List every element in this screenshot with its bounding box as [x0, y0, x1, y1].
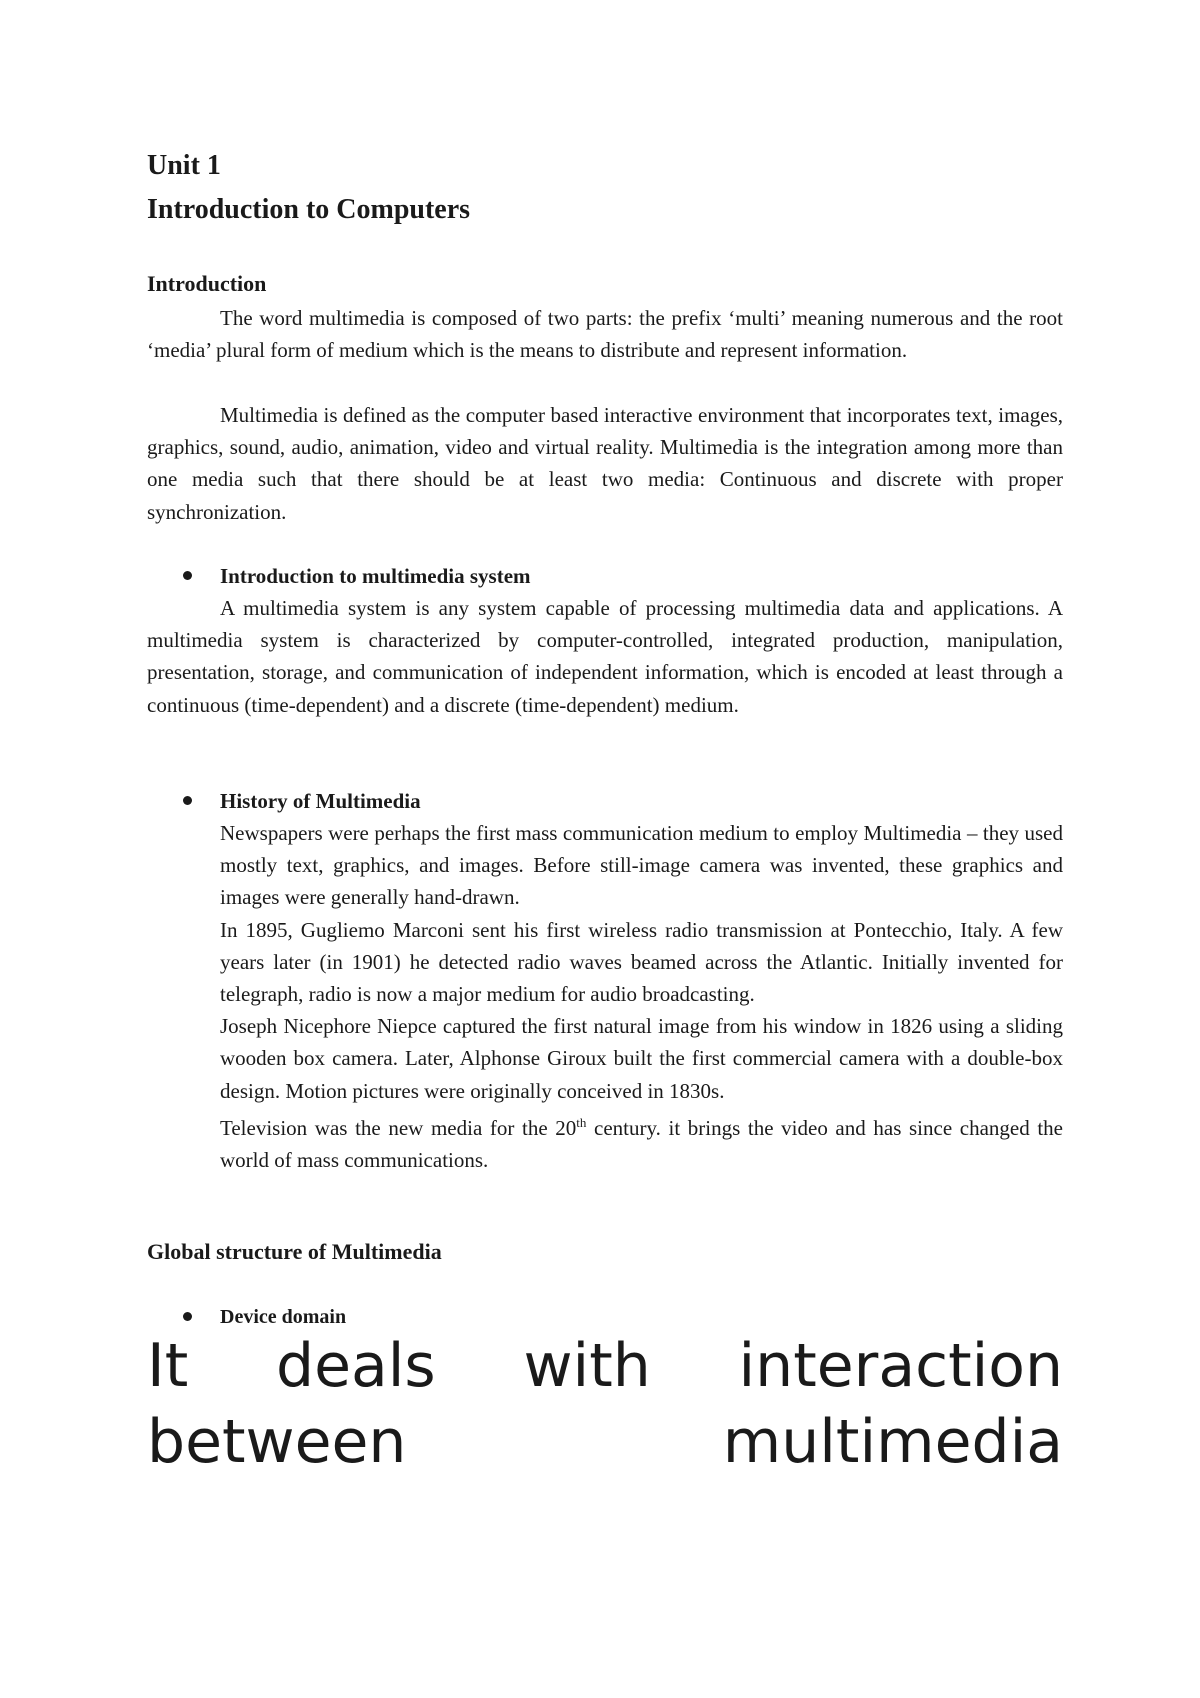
bullet-icon	[183, 1312, 192, 1321]
history-text-block	[220, 817, 1063, 1176]
document-title: Introduction to Computers	[147, 194, 471, 225]
multimedia-system-paragraph: A multimedia system is any system capable of processing multimedia data and applications. A multimedia system is characterized by computer-controlled, integrated production, manipulation, presentation, storage, and communication of independent information, which is encoded at least through a continuous (time-dependent) and a discrete (time-dependent) medium.	[147, 596, 1063, 717]
bullet-icon	[183, 796, 192, 805]
introduction-heading: Introduction	[147, 271, 267, 296]
bullet-history	[147, 785, 1063, 817]
global-structure-heading: Global structure of Multimedia	[147, 1239, 442, 1264]
document-page	[147, 0, 1063, 1698]
intro-paragraph-2: Multimedia is defined as the computer based interactive environment that incorporates text, images, graphics, sound, audio, animation, video and virtual reality. Multimedia is the integration among more than one media such that there should be at least two media: Continuous and discrete with proper synchronization.	[147, 403, 1063, 524]
tv-text-end: century. it brings the video and has since changed the world of mass communications.	[220, 1115, 1063, 1173]
tv-text-start: Television was the new media for the 20	[220, 1115, 577, 1140]
history-paragraph-1: Newspapers were perhaps the first mass communication medium to employ Multimedia – they used mostly text, graphics, and images. Before still-image camera was invented, these graphics and images were generally hand-drawn.	[220, 821, 1063, 910]
history-paragraph-3: Joseph Nicephore Niepce captured the first natural image from his window in 1826 using a sliding wooden box camera. Later, Alphonse Giroux built the first commercial camera with a double-box design. Motion pictures were originally conceived in 1830s.	[220, 1014, 1063, 1103]
unit-title: Unit 1	[147, 150, 221, 181]
large-text-line-1: It deals with interaction	[147, 1331, 1063, 1401]
multimedia-system-heading: Introduction to multimedia system	[220, 564, 531, 588]
large-text-line-2: between multimedia	[147, 1407, 1063, 1477]
device-domain-heading: Device domain	[220, 1306, 347, 1328]
history-paragraph-4	[220, 1107, 1063, 1176]
intro-paragraph-1: The word multimedia is composed of two parts: the prefix ‘multi’ meaning numerous and the root ‘media’ plural form of medium which is the means to distribute and represent information.	[147, 306, 1063, 363]
bullet-multimedia-system	[147, 560, 1063, 592]
history-heading: History of Multimedia	[220, 789, 421, 813]
large-body-text	[147, 1328, 1063, 1480]
history-paragraph-2: In 1895, Gugliemo Marconi sent his first wireless radio transmission at Pontecchio, Italy. A few years later (in 1901) he detected radio waves beamed across the Atlantic. Initially invented for telegraph, radio is now a major medium for audio broadcasting.	[220, 917, 1063, 1007]
bullet-icon	[183, 571, 192, 580]
tv-superscript: th	[576, 1114, 587, 1130]
